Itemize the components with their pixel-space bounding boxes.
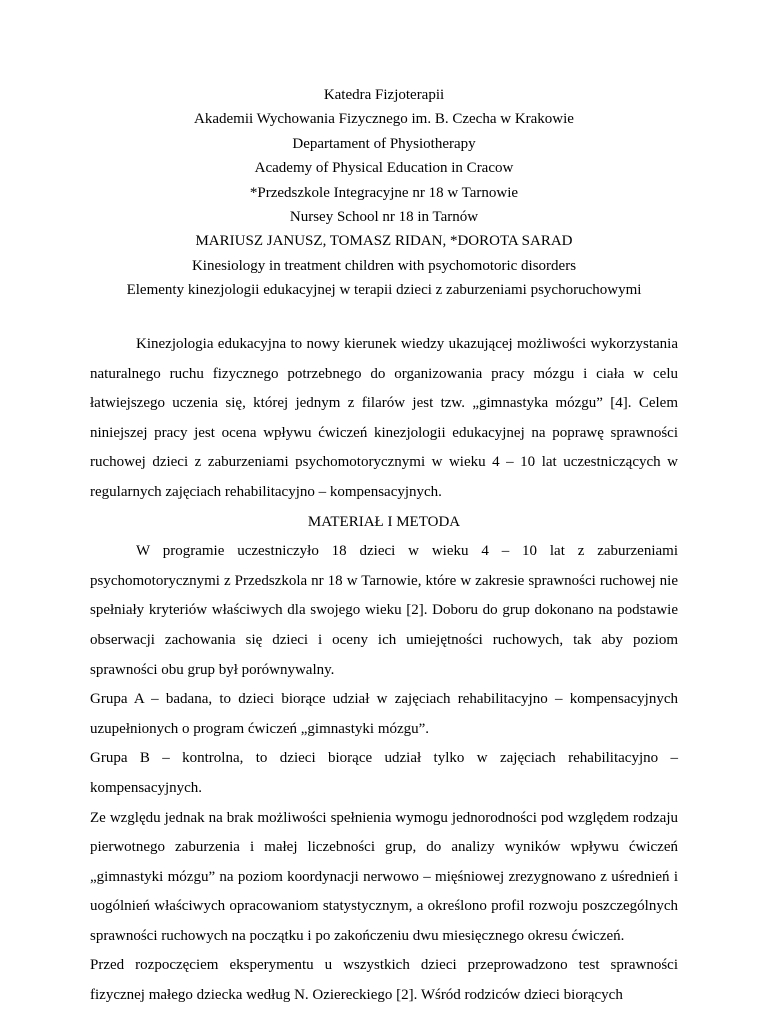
- academy-en: Academy of Physical Education in Cracow: [254, 160, 514, 177]
- title-en: Kinesiology in treatment children with psychomotoric disorders: [191, 257, 577, 274]
- department-pl: Katedra Fizjoterapii: [323, 87, 445, 103]
- method-paragraph-2: Ze względu jednak na brak możliwości spełnienia wymogu jednorodności pod względem rodzaju pierwotnego zaburzenia i małej liczebności grup, do analizy wyników wpływu ćwiczeń „gimnastyki mózgu” na poziom koordynacji nerwowo – mięśniowej zrezygnowano z uśrednień i uogólnień właściwych opracowaniom statystycznym, a określono profil rozwoju poszczególnych sprawności ruchowych na początku i po zakończeniu dwu miesięcznego okresu ćwiczeń.: [90, 809, 678, 944]
- intro-paragraph: Kinezjologia edukacyjna to nowy kierunek wiedzy ukazującej możliwości wykorzystania naturalnego ruchu fizycznego potrzebnego do organizowania pracy mózgu i ciała w celu łatwiejszego uczenia się, której jednym z filarów jest tzw. „gimnastyka mózgu” [4]. Celem niniejszej pracy jest ocena wpływu ćwiczeń kinezjologii edukacyjnej na poprawę sprawności ruchowej dzieci z zaburzeniami psychomotorycznymi w wieku 4 – 10 lat uczestniczących w regularnych zajęciach rehabilitacyjno – kompensacyjnych.: [90, 336, 678, 500]
- method-paragraph-1: W programie uczestniczyło 18 dzieci w wieku 4 – 10 lat z zaburzeniami psychomotorycznymi z Przedszkola nr 18 w Tarnowie, które w zakresie sprawności ruchowej nie spełniały kryteriów właściwych dla swojego wieku [2]. Doboru do grup dokonano na podstawie obserwacji zachowania się dzieci i oceny ich umiejętności ruchowych, tak aby poziom sprawności obu grup był porównywalny.: [90, 543, 678, 678]
- group-a-paragraph: Grupa A – badana, to dzieci biorące udział w zajęciach rehabilitacyjno – kompensacyjnych uzupełnionych o program ćwiczeń „gimnastyki mózgu”.: [90, 691, 678, 737]
- section-heading: MATERIAŁ I METODA: [307, 513, 461, 530]
- department-en: Departament of Physiotherapy: [292, 135, 476, 152]
- document-body: [90, 330, 678, 1011]
- title-pl: Elementy kinezjologii edukacyjnej w terapii dzieci z zaburzeniami psychoruchowymi: [126, 282, 642, 299]
- group-b-paragraph: Grupa B – kontrolna, to dzieci biorące udział tylko w zajęciach rehabilitacyjno – kompensacyjnych.: [90, 750, 678, 796]
- academy-pl: Akademii Wychowania Fizycznego im. B. Czecha w Krakowie: [194, 111, 574, 128]
- authors: MARIUSZ JANUSZ, TOMASZ RIDAN, *DOROTA SARAD: [195, 233, 573, 250]
- school-en: Nursey School nr 18 in Tarnów: [289, 209, 479, 226]
- document-header: [0, 83, 768, 303]
- method-paragraph-3: Przed rozpoczęciem eksperymentu u wszystkich dzieci przeprowadzono test sprawności fizycznej małego dziecka według N. Oziereckiego [2]. Wśród rodziców dzieci biorących: [90, 957, 678, 1004]
- school-pl: *Przedszkole Integracyjne nr 18 w Tarnowie: [249, 184, 519, 201]
